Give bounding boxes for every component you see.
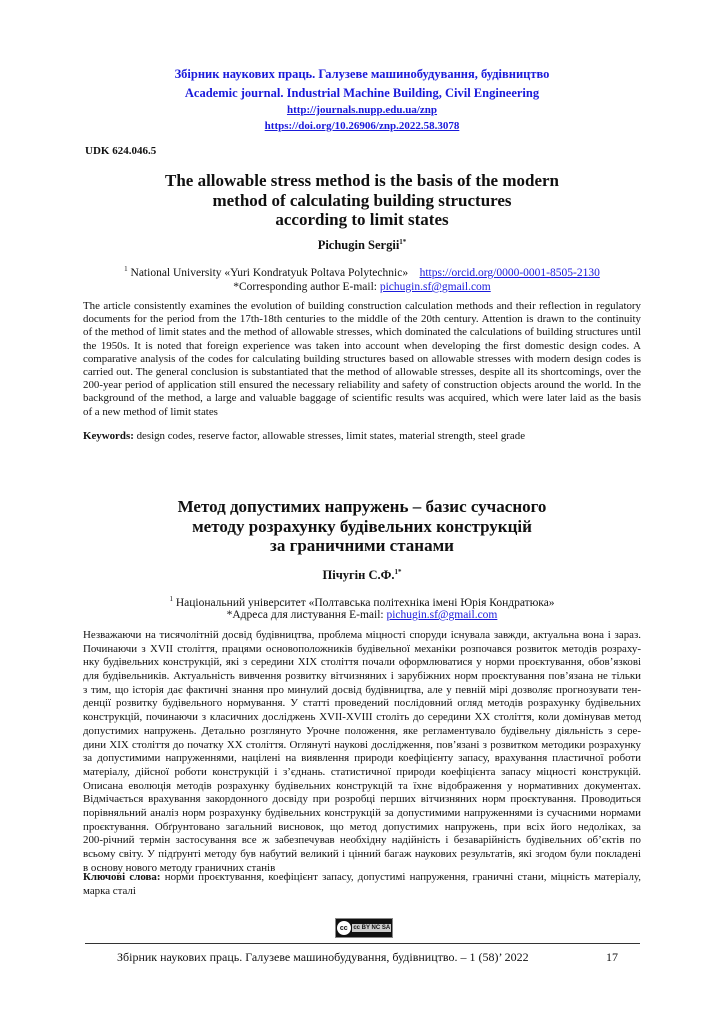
corresponding-ua	[0, 609, 724, 621]
abstract-line: порівняльний аналіз норм розрахунку будівельних конструкцій за допустимими напруженнями із сучасними нормами	[83, 806, 641, 819]
title-line: методу розрахунку будівельних конструкцій	[192, 516, 532, 536]
affil-sup: 1	[124, 265, 128, 273]
journal-url-link[interactable]: http://journals.nupp.edu.ua/znp	[286, 104, 438, 116]
cc-license-badge[interactable]	[335, 918, 393, 938]
footer-divider	[85, 943, 640, 944]
abstract-ua	[83, 629, 641, 875]
footer-journal: Збірник наукових праць. Галузеве машинобудування, будівництво. – 1 (58)’ 2022	[117, 950, 529, 964]
corresponding-label: *Corresponding author E-mail:	[233, 281, 377, 293]
abstract-line: 200-річний термін застосування все ж забезпечував необхідну надійність і безаварійність будівельних об’єктів по	[83, 834, 641, 847]
orcid-link[interactable]: https://orcid.org/0000-0001-8505-2130	[419, 266, 600, 279]
title-line: according to limit states	[275, 210, 449, 229]
abstract-line: the 1950s. It is noted that foreign experience was taken into account when developing the first domestic design codes. A	[83, 339, 641, 352]
author-sup: 1*	[394, 568, 402, 576]
abstract-line: comparative analysis of the codes for calculating building structures based on allowable stresses with modern design codes is	[83, 352, 641, 365]
cc-icon: cc	[337, 921, 351, 935]
keywords-text: норми проєктування, коефіцієнт запасу, допустимі напруження, граничні стани, міцність матеріалу,	[164, 871, 641, 883]
abstract-line: нку будівельних конструкцій, які з середини XIX століття почали оформлюватися у норми проєктування, обов’язкові	[83, 656, 641, 669]
affiliation-en	[0, 265, 724, 279]
keywords-text: марка сталі	[83, 884, 136, 897]
keywords-en	[83, 430, 641, 442]
affil-sup: 1	[169, 595, 173, 603]
abstract-line: carried out. The general conclusion is substantiated that the method of allowable stresses, despite all its shortcomings, over the	[83, 365, 641, 378]
abstract-line: background of the method, a large and valuable baggage of scientific results was acquired, which were later laid as the basis	[83, 392, 641, 405]
email-link[interactable]: pichugin.sf@gmail.com	[379, 281, 491, 293]
affiliation-text: National University «Yuri Kondratyuk Poltava Polytechnic»	[130, 266, 409, 279]
title-line: за граничними станами	[270, 536, 454, 555]
email-link[interactable]: pichugin.sf@gmail.com	[386, 609, 498, 621]
abstract-line: матеріалу, дійсної роботи конструкцій і з’єднань. статистичної природи коефіцієнта запасу міцності конструкцій.	[83, 765, 641, 778]
corresponding-en	[0, 281, 724, 293]
abstract-line: 200-year period of application still ensured the necessary reliability and safety of construction objects around the world. In the	[83, 379, 641, 392]
title-ua	[0, 497, 724, 556]
abstract-line: конструкцій, починаючи з класичних досліджень XVII-XVIII століть до середини XX століття, коли домінував метод	[83, 711, 641, 724]
abstract-line: проєктування. Обґрунтовано загальний висновок, що метод допустимих напружень, при всіх його недоліках, за	[83, 820, 641, 833]
keywords-label: Ключові слова:	[83, 871, 161, 883]
abstract-line: для будівельників. Актуальність вивчення розвитку вітчизняних і зарубіжних норм проєктування пов’язана не тільки	[83, 670, 641, 683]
affiliation-text: Національний університет «Полтавська політехніка імені Юрія Кондратюка»	[175, 596, 555, 609]
abstract-line: з тим, що історія дає фактичні знання про минулий досвід будівництва, але у певній мірі дозволяє прогнозувати тен-	[83, 683, 641, 696]
page-number: 17	[606, 950, 618, 964]
title-line: The allowable stress method is the basis of the modern	[165, 171, 559, 190]
affiliation-ua	[0, 595, 724, 609]
udk: UDK 624.046.5	[85, 145, 157, 157]
abstract-line: documents for the period from the 17th-18th centuries to the middle of the 20th century. Attention is drawn to the continuity	[83, 313, 641, 326]
keywords-label: Keywords:	[83, 430, 134, 442]
abstract-line: в основу нового методу граничних станів	[83, 861, 276, 874]
author-en	[0, 238, 724, 253]
journal-title-ua: Збірник наукових праць. Галузеве машинобудування, будівництво	[174, 67, 550, 81]
title-line: method of calculating building structures	[212, 190, 512, 210]
abstract-line: of a new method of limit states	[83, 405, 218, 418]
abstract-line: The article consistently examines the evolution of building construction calculation methods and their reflection in regulatory	[83, 300, 641, 312]
author-sup: 1*	[399, 238, 407, 246]
abstract-line: Починаючи з XVII століття, працями основоположників будівельної механіки розпочався розвиток методів розраху-	[83, 642, 641, 655]
abstract-line: допустимих напружень. Детально розглянуто Урочне положення, яке регламентувало будівельну діяльність з сере-	[83, 724, 641, 737]
keywords-ua	[83, 871, 641, 898]
corresponding-label: *Адреса для листування E-mail:	[226, 609, 384, 621]
license-text: cc BY NC SA	[353, 925, 391, 931]
abstract-line: всьому світу. У підґрунті методу був набутий великий і цінний багаж наукових результатів, які згодом були покладені	[83, 848, 641, 860]
author-ua	[0, 568, 724, 583]
abstract-en	[83, 300, 641, 419]
author-name: Пічугін С.Ф.	[322, 568, 395, 583]
abstract-line: денції розвитку будівельного нормування. У статті проведений послідовний огляд методів розрахунку будівельних	[83, 697, 641, 710]
abstract-line: дини XIX століття до початку XX століття. Оглянуті наукові дослідження, пов’язані з розвитком методики розрахунку	[83, 738, 641, 751]
title-en	[0, 171, 724, 230]
journal-title-en: Academic journal. Industrial Machine Building, Civil Engineering	[184, 86, 540, 100]
title-line: Метод допустимих напружень – базис сучасного	[177, 497, 547, 516]
abstract-line: за допустимими напруженнями, націлені на виявлення природи коефіцієнту запасу, врахування пластичної роботи	[83, 752, 641, 765]
author-name: Pichugin Sergii	[317, 238, 400, 253]
abstract-line: Відмічається врахування закордонного досвіду при розробці перших вітчизняних норм проєктування. Проводиться	[83, 793, 641, 806]
keywords-text: design codes, reserve factor, allowable stresses, limit states, material strength, steel grade	[136, 430, 526, 442]
abstract-line: Незважаючи на тисячолітній досвід будівництва, проблема міцності споруди існувала завжди, актуальна вона і зараз.	[83, 629, 641, 641]
abstract-line: Описана еволюція методів розрахунку будівельних конструкцій та їхнє відображення у нормативних документах.	[83, 779, 641, 792]
abstract-line: of the method of limit states and the method of allowable stresses, which dominated the calculations of building structures until	[83, 326, 641, 339]
doi-link[interactable]: https://doi.org/10.26906/znp.2022.58.3078	[264, 120, 460, 132]
